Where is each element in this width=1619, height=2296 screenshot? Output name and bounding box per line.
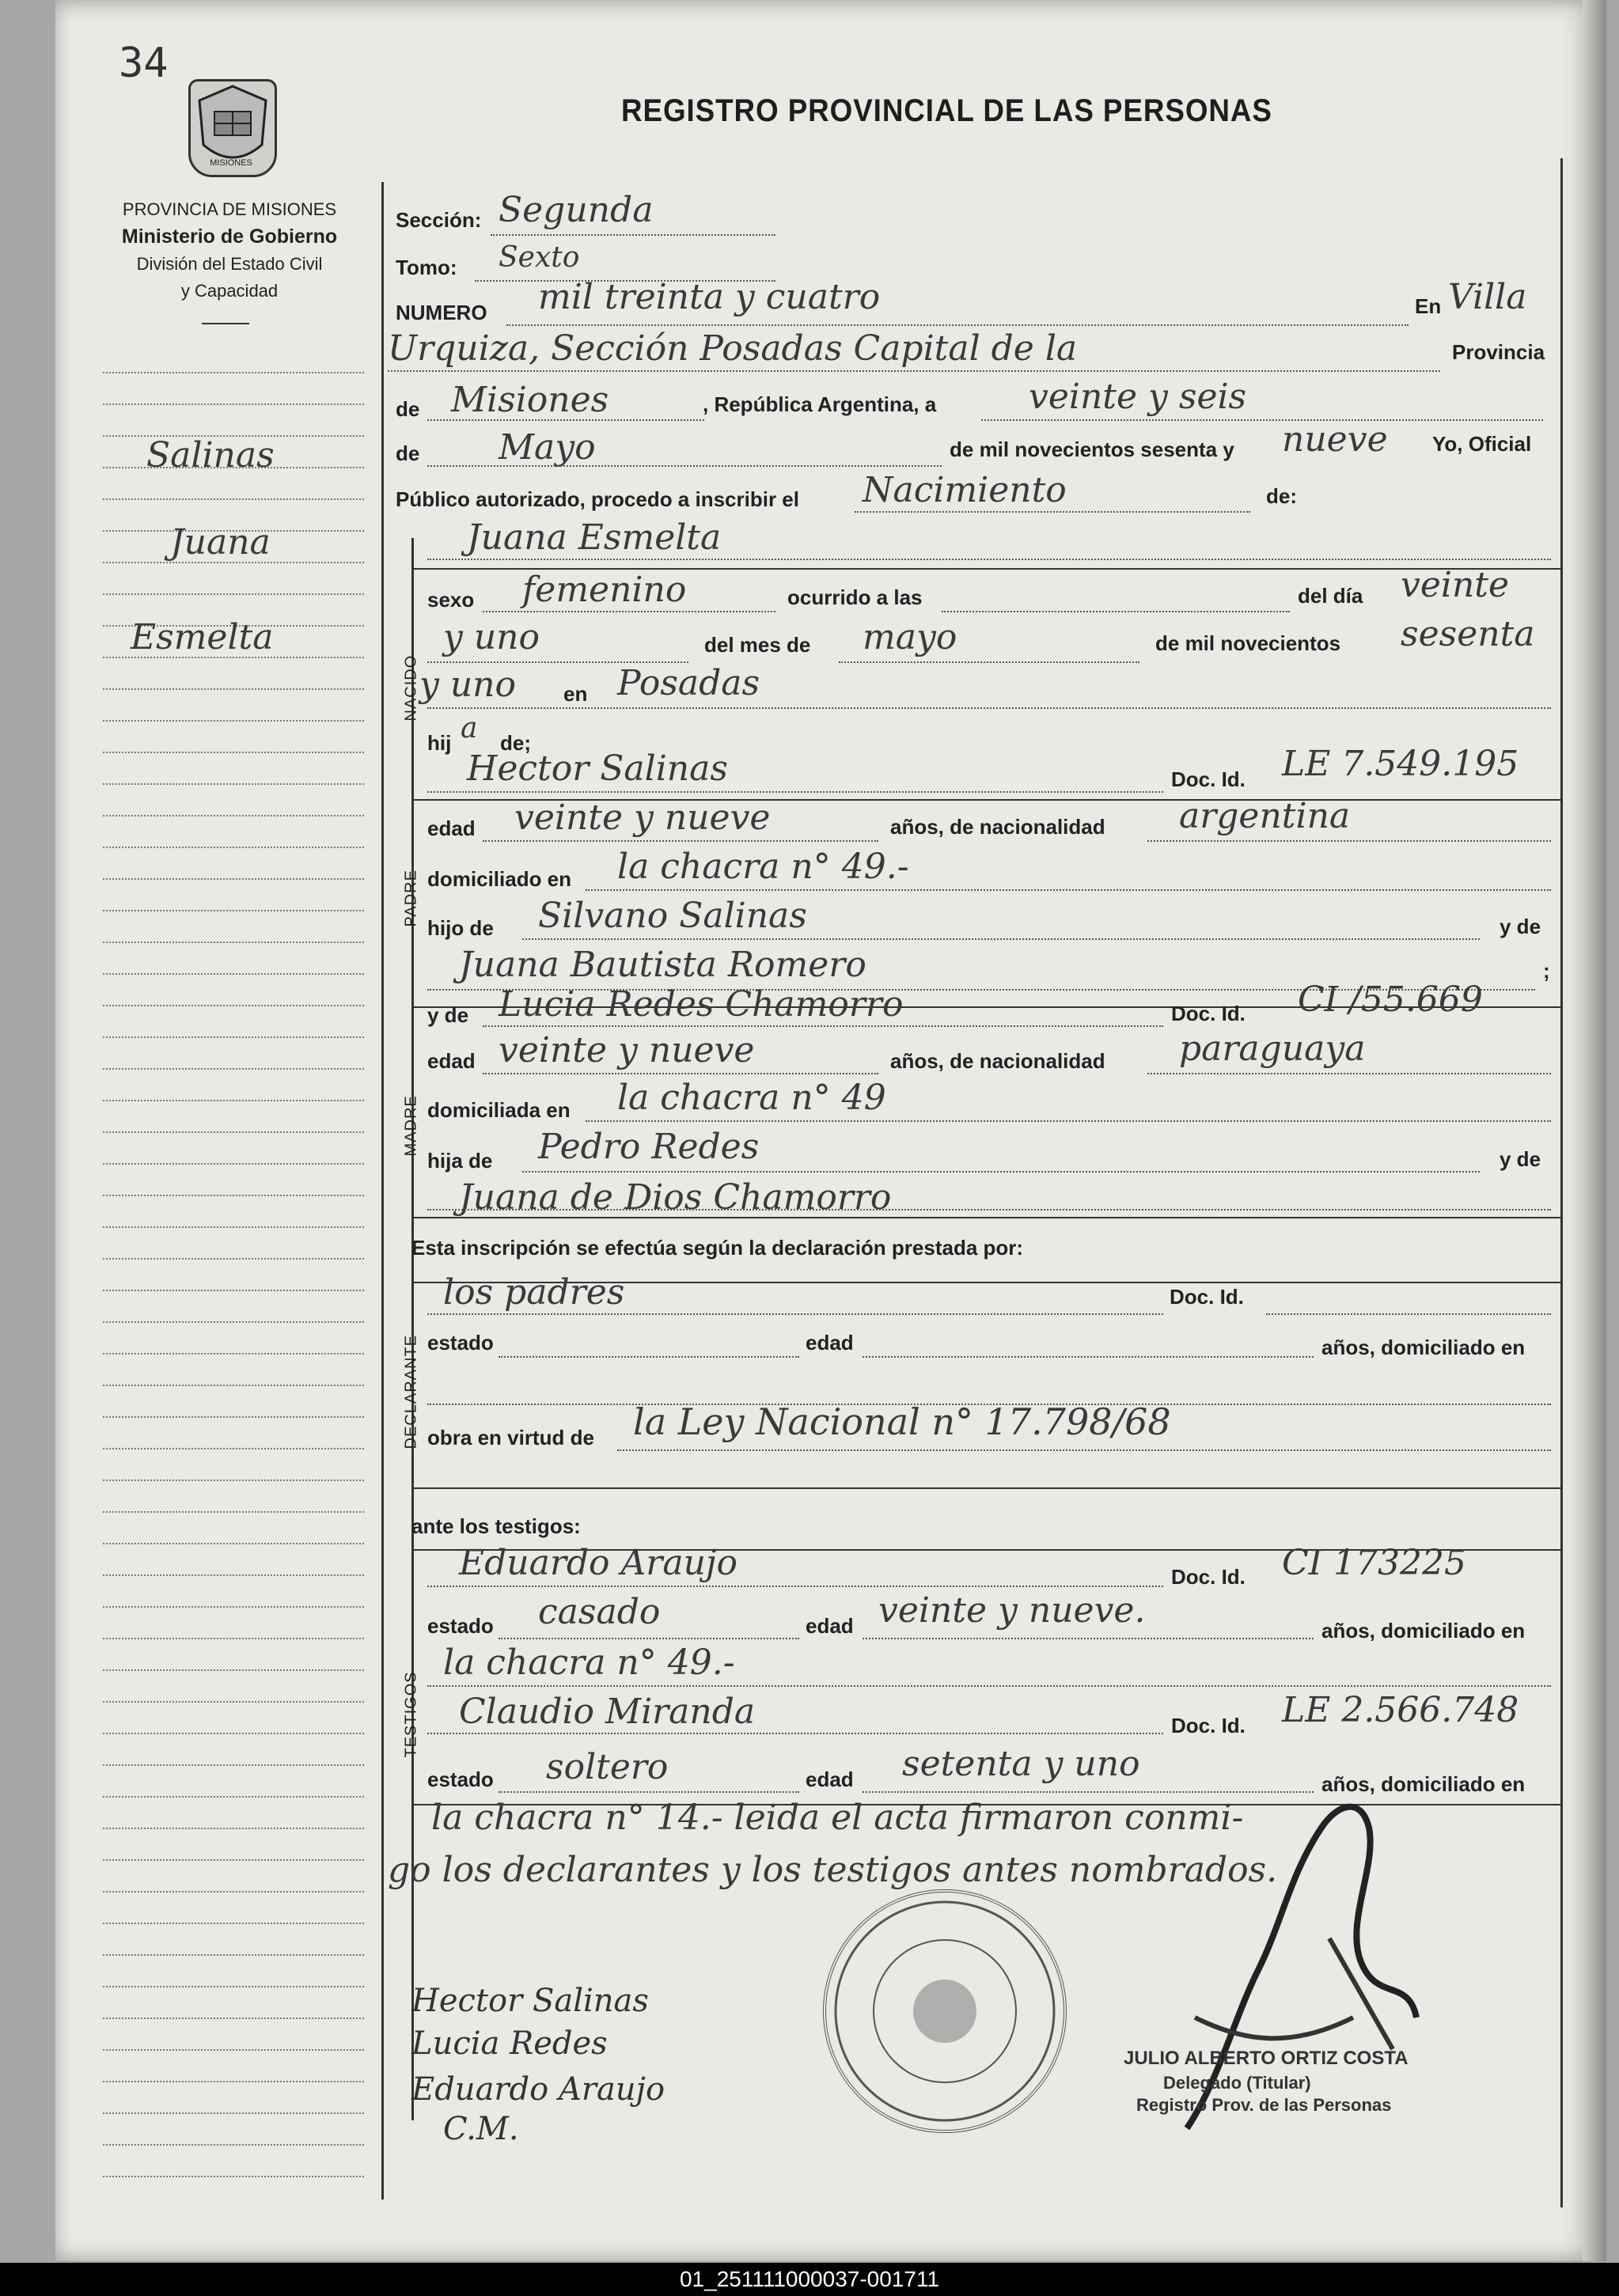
margin-line [103, 783, 364, 785]
margin-line [103, 2081, 364, 2082]
abuela-materna-value: Juana de Dios Chamorro [459, 1177, 892, 1218]
provincia-value: Misiones [451, 380, 609, 420]
margin-line [103, 1416, 364, 1418]
dotted-line [499, 1638, 799, 1639]
dia-value-cont: y uno [443, 617, 540, 657]
margin-line [103, 752, 364, 753]
dotted-line [499, 1791, 799, 1793]
en-label: En [1415, 294, 1442, 318]
dotted-line [839, 661, 1139, 663]
testigo2-doc-value: LE 2.566.748 [1282, 1690, 1519, 1730]
margin-line [103, 1100, 364, 1101]
margin-line [103, 2176, 364, 2177]
closing-statement: go los declarantes y los testigos antes nombrados. [388, 1850, 1278, 1890]
abuelo-materno-value: Pedro Redes [538, 1127, 760, 1167]
dotted-line [427, 1733, 1163, 1734]
acto-value: Nacimiento [863, 470, 1067, 510]
dia-value: veinte [1401, 565, 1510, 605]
margin-line [103, 1859, 364, 1861]
org-province: PROVINCIA DE MISIONES [122, 199, 337, 219]
signature-claudio-miranda: C.M. [443, 2111, 519, 2147]
margin-line [103, 1891, 364, 1892]
padre-nac-label: años, de nacionalidad [890, 815, 1105, 839]
testigo2-edad-value: setenta y uno [902, 1744, 1140, 1784]
dotted-line [617, 1449, 1551, 1451]
de-label: de [396, 397, 420, 421]
de3-label: de: [1266, 484, 1297, 508]
dotted-line [855, 511, 1250, 513]
dotted-line [427, 1209, 1551, 1211]
margin-line [103, 1606, 364, 1608]
tomo-value: Sexto [499, 241, 580, 274]
margin-line [103, 593, 364, 595]
testigos-intro-label: ante los testigos: [411, 1514, 581, 1538]
official-title: Delegado (Titular) [1163, 2073, 1311, 2093]
semicolon: ; [1543, 959, 1550, 983]
org-division: División del Estado Civil [136, 254, 323, 274]
testigo2-estado-value: soltero [546, 1747, 669, 1787]
form-right-rule [1560, 158, 1563, 2207]
testigo2-nombre-value: Claudio Miranda [459, 1692, 756, 1732]
nombre-inscripto-value: Juana Esmelta [467, 517, 722, 558]
margin-line [103, 372, 364, 373]
madre-doc-value: CI /55.669 [1298, 979, 1483, 1020]
madre-nac-value: paraguaya [1179, 1029, 1366, 1069]
place-value: Urquiza, Sección Posadas Capital de la [388, 328, 1078, 369]
margin-line [103, 2018, 364, 2019]
folio-number: 34 [119, 40, 169, 87]
margin-line [103, 1669, 364, 1671]
madre-y-de-label: y de [427, 1003, 469, 1027]
padre-doc-label: Doc. Id. [1171, 767, 1246, 791]
testigo1-edad-value: veinte y nueve. [878, 1590, 1146, 1631]
testigo2-dom-value: la chacra n° 14.- leida el acta firmaron conmi- [431, 1798, 1244, 1838]
margin-line [103, 1005, 364, 1006]
margin-line [103, 1923, 364, 1924]
padre-doc-value: LE 7.549.195 [1282, 744, 1519, 784]
seal-caption: MISIONES [210, 158, 252, 168]
dotted-line [427, 1586, 1163, 1587]
de2-label: de [396, 441, 420, 465]
margin-line [103, 1321, 364, 1323]
testigo1-dom-value: la chacra n° 49.- [443, 1642, 735, 1683]
margin-line [103, 2049, 364, 2051]
obra-label: obra en virtud de [427, 1426, 594, 1449]
testigo1-anios-label: años, domiciliado en [1321, 1619, 1526, 1642]
republica-label: , República Argentina, a [703, 392, 937, 416]
anio-label: de mil novecientos sesenta y [950, 438, 1234, 461]
dotted-line [427, 707, 1551, 709]
madre-doc-label: Doc. Id. [1171, 1002, 1246, 1025]
official-stamp [823, 1889, 1067, 2133]
document-title: REGISTRO PROVINCIAL DE LAS PERSONAS [621, 93, 1272, 128]
padre-edad-value: veinte y nueve [514, 798, 771, 838]
margin-line [103, 973, 364, 975]
margin-line [103, 1638, 364, 1639]
margin-line [103, 498, 364, 500]
dotted-line [522, 1171, 1480, 1173]
margin-line [103, 1258, 364, 1260]
declarante-doc-label: Doc. Id. [1170, 1285, 1244, 1309]
dotted-line [499, 1356, 799, 1358]
lugar-value: Posadas [617, 663, 760, 703]
dotted-line [863, 1356, 1314, 1358]
hij-suffix-value: a [461, 712, 478, 744]
section-label-madre: MADRE [402, 1095, 420, 1157]
tomo-label: Tomo: [396, 256, 457, 279]
dotted-line [427, 1313, 1163, 1315]
padre-dom-value: la chacra n° 49.- [617, 847, 909, 887]
testigo1-nombre-value: Eduardo Araujo [459, 1543, 738, 1583]
margin-line [103, 1226, 364, 1228]
issuing-organization [87, 196, 372, 305]
dotted-line [586, 889, 1551, 891]
dotted-line [1147, 1073, 1551, 1074]
margin-line [103, 1701, 364, 1703]
form-left-rule [381, 182, 384, 2199]
testigo1-estado-label: estado [427, 1614, 494, 1638]
madre-edad-value: veinte y nueve [499, 1030, 755, 1070]
anio-value: nueve [1282, 419, 1388, 460]
official-registry: Registro Prov. de las Personas [1136, 2095, 1392, 2115]
abuelo-paterno-value: Silvano Salinas [538, 896, 807, 936]
margin-line [103, 720, 364, 722]
mes-value: mayo [863, 617, 957, 657]
mes-label: del mes de [704, 633, 811, 657]
ocurrido-label: ocurrido a las [787, 585, 923, 609]
dotted-line [483, 611, 775, 612]
declarante-anios-label: años, domiciliado en [1321, 1336, 1526, 1359]
abuela-paterna-value: Juana Bautista Romero [459, 945, 866, 985]
testigo2-anios-label: años, domiciliado en [1321, 1772, 1526, 1796]
section-label-padre: PADRE [402, 870, 420, 927]
margin-line [103, 1986, 364, 1987]
fecha-mes-value: Mayo [499, 427, 596, 468]
dotted-line [427, 791, 1163, 793]
margin-line [103, 847, 364, 848]
anio-nac-value-cont: y uno [419, 665, 517, 705]
dotted-line [427, 419, 704, 421]
testigo2-estado-label: estado [427, 1767, 494, 1791]
publico-label: Público autorizado, procedo a inscribir el [396, 487, 799, 511]
margin-second-name: Esmelta [131, 617, 274, 657]
margin-line [103, 1068, 364, 1070]
dotted-line [981, 419, 1543, 421]
dotted-line [483, 1073, 878, 1074]
seccion-label: Sección: [396, 208, 482, 232]
margin-line [103, 1131, 364, 1133]
margin-line [103, 688, 364, 690]
section-label-declarante: DECLARANTE [402, 1335, 420, 1449]
yo-oficial-label: Yo, Oficial [1432, 432, 1532, 456]
testigo2-doc-label: Doc. Id. [1171, 1714, 1246, 1737]
dotted-line [483, 1025, 1163, 1027]
margin-line [103, 1353, 364, 1354]
signature-hector-salinas: Hector Salinas [411, 1983, 649, 2019]
dotted-line [522, 938, 1480, 940]
dotted-line [427, 559, 1551, 560]
padre-hijo-de-label: hijo de [427, 916, 494, 940]
obra-value: la Ley Nacional n° 17.798/68 [633, 1400, 1171, 1443]
dotted-line [491, 234, 775, 236]
margin-line [103, 942, 364, 943]
margin-line [103, 1036, 364, 1038]
org-capacity: y Capacidad [180, 281, 279, 301]
margin-line [103, 1290, 364, 1291]
dotted-line [483, 840, 878, 842]
separator [411, 1487, 1560, 1489]
del-dia-label: del día [1298, 584, 1363, 608]
anio-nac-value: sesenta [1401, 614, 1535, 654]
signature-lucia-redes: Lucia Redes [411, 2025, 608, 2062]
margin-line [103, 1796, 364, 1798]
margin-line [103, 878, 364, 880]
madre-y-de2-label: y de [1500, 1147, 1541, 1171]
dotted-line [586, 1120, 1551, 1122]
numero-label: NUMERO [396, 301, 487, 324]
declarante-estado-label: estado [427, 1331, 494, 1354]
margin-line [103, 1511, 364, 1513]
madre-nombre-value: Lucia Redes Chamorro [499, 984, 904, 1025]
margin-line [103, 1574, 364, 1576]
padre-dom-label: domiciliado en [427, 867, 572, 891]
provincia-label: Provincia [1452, 340, 1545, 364]
margin-line [103, 2112, 364, 2114]
margin-line [103, 1448, 364, 1449]
madre-dom-label: domiciliada en [427, 1098, 571, 1122]
testigo1-doc-value: CI 173225 [1282, 1543, 1466, 1583]
margin-line [103, 1954, 364, 1956]
padre-edad-label: edad [427, 816, 476, 840]
madre-edad-label: edad [427, 1049, 476, 1073]
section-label-nacido: NACIDO [402, 654, 420, 722]
margin-line [103, 1195, 364, 1196]
fecha-dia-value: veinte y seis [1029, 377, 1247, 417]
sexo-value: femenino [522, 570, 687, 610]
en-value: Villa [1448, 277, 1527, 317]
numero-value: mil treinta y cuatro [538, 277, 881, 317]
margin-line [103, 910, 364, 911]
margin-line [103, 1543, 364, 1544]
org-ministry: Ministerio de Gobierno [121, 225, 338, 248]
testigo1-estado-value: casado [538, 1592, 661, 1632]
declarante-edad-label: edad [806, 1331, 854, 1354]
dotted-line [1147, 840, 1551, 842]
image-identifier-footer: 01_251111000037-001711 [0, 2263, 1619, 2296]
madre-dom-value: la chacra n° 49 [617, 1078, 886, 1118]
padre-y-de-label: y de [1500, 915, 1541, 938]
dotted-line [1266, 1313, 1551, 1315]
testigo2-edad-label: edad [806, 1767, 854, 1791]
margin-line [103, 1385, 364, 1386]
margin-surname: Salinas [146, 435, 275, 475]
margin-line [103, 1828, 364, 1829]
dotted-line [388, 370, 1440, 372]
sexo-label: sexo [427, 588, 475, 612]
margin-line [103, 1480, 364, 1481]
section-label-testigos: TESTIGOS [402, 1671, 420, 1758]
margin-line [103, 404, 364, 405]
dotted-line [863, 1638, 1314, 1639]
declaracion-intro-label: Esta inscripción se efectúa según la declaración prestada por: [411, 1236, 1024, 1260]
mil-novecientos-label: de mil novecientos [1155, 631, 1341, 655]
declarante-nombre-value: los padres [443, 1272, 625, 1313]
margin-line [103, 1764, 364, 1766]
org-underline [202, 323, 249, 324]
padre-nac-value: argentina [1179, 796, 1351, 836]
madre-nac-label: años, de nacionalidad [890, 1049, 1105, 1073]
seccion-value: Segunda [499, 190, 654, 230]
testigo1-doc-label: Doc. Id. [1171, 1565, 1246, 1589]
official-name: JULIO ALBERTO ORTIZ COSTA [1124, 2048, 1409, 2069]
signature-eduardo-araujo: Eduardo Araujo [411, 2071, 665, 2108]
madre-hija-de-label: hija de [427, 1149, 493, 1173]
dotted-line [427, 465, 942, 467]
margin-line [103, 1733, 364, 1734]
testigo1-edad-label: edad [806, 1614, 854, 1638]
margin-line [103, 1163, 364, 1165]
margin-line [103, 2144, 364, 2146]
dotted-line [506, 324, 1409, 326]
hij-label: hij [427, 731, 452, 755]
padre-nombre-value: Hector Salinas [467, 748, 728, 789]
margin-first-name: Juana [170, 522, 271, 563]
hij-de-label: de; [500, 731, 531, 755]
nacido-en-label: en [563, 682, 588, 706]
dotted-line [942, 611, 1290, 612]
page-edge [1583, 0, 1606, 2261]
dotted-line [427, 1685, 1551, 1687]
margin-line [103, 815, 364, 816]
